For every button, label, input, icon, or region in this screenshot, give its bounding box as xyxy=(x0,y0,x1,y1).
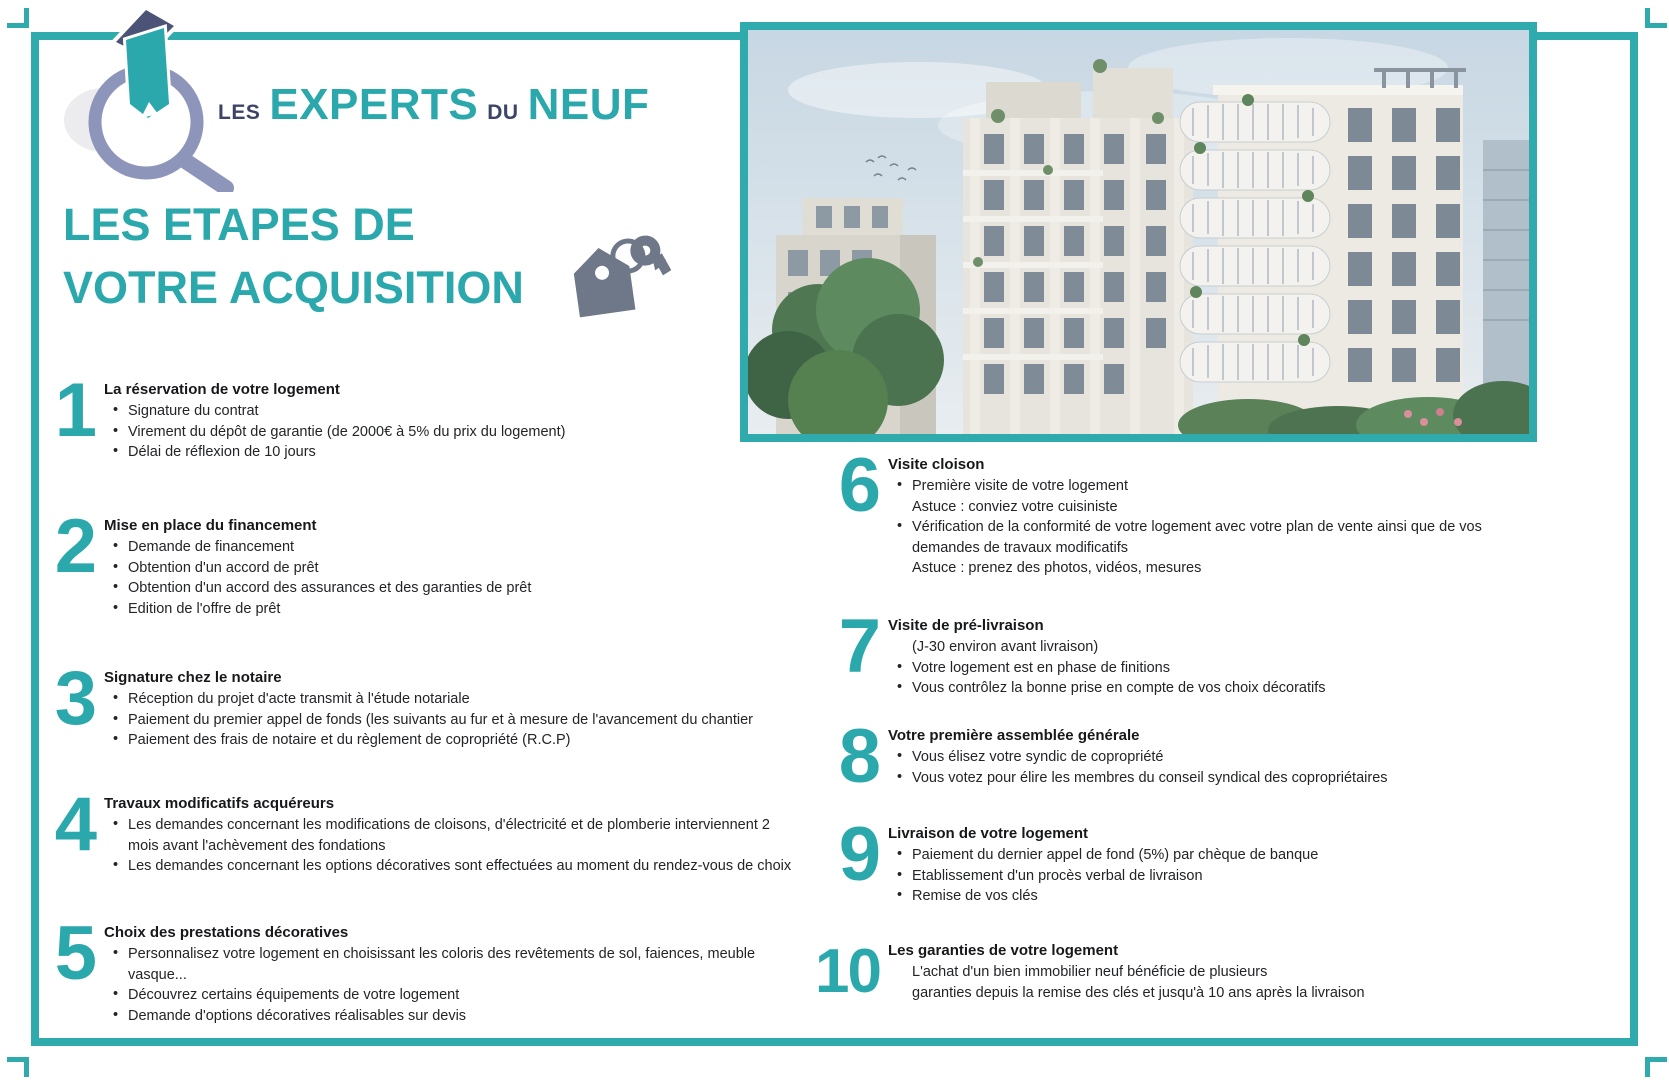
step-bullet-item: • Signature du contrat xyxy=(104,402,818,422)
step-items xyxy=(888,748,1536,788)
step-heading: Visite de pré-livraison xyxy=(888,617,1044,634)
step-bullet-item: • Première visite de votre logement xyxy=(888,477,1536,497)
step-heading: La réservation de votre logement xyxy=(104,381,340,398)
step-bullet-item: • Etablissement d'un procès verbal de livraison xyxy=(888,867,1536,887)
step-bullet-item: • Paiement des frais de notaire et du règlement de copropriété (R.C.P) xyxy=(104,731,818,751)
step-bullet-item: • Personnalisez votre logement en choisissant les coloris des revêtements de sol, faiences, meuble xyxy=(104,945,818,965)
step-bullet-item: • Découvrez certains équipements de votre logement xyxy=(104,986,818,1006)
step-bullet-item: • Vérification de la conformité de votre logement avec votre plan de vente ainsi que de vos xyxy=(888,518,1536,538)
step-items xyxy=(888,477,1536,579)
step-text-line: mois avant l'achèvement des fondations xyxy=(128,837,386,854)
step-bullet-item: • Demande d'options décoratives réalisables sur devis xyxy=(104,1007,818,1027)
brand-word-les: LES xyxy=(218,101,261,124)
step-number: 8 xyxy=(838,714,880,799)
step-bullet-item: • Paiement du dernier appel de fond (5%) par chèque de banque xyxy=(888,846,1536,866)
step-text-line: (J-30 environ avant livraison) xyxy=(912,639,1099,655)
step-number: 5 xyxy=(54,911,96,996)
step-items xyxy=(888,638,1536,699)
brand-word-du: DU xyxy=(487,101,519,124)
new-building-render xyxy=(748,30,1529,434)
step-text-line: L'achat d'un bien immobilier neuf bénéficie de plusieurs xyxy=(912,964,1268,980)
step-bullet-item: • Virement du dépôt de garantie (de 2000€ à 5% du prix du logement) xyxy=(104,423,818,443)
step-bullet-item: • Vous contrôlez la bonne prise en compte de vos choix décoratifs xyxy=(888,679,1536,699)
step-bullet-item: • Paiement du premier appel de fonds (les suivants au fur et à mesure de l'avancement du chantier xyxy=(104,711,818,731)
step-bullet-item: • Remise de vos clés xyxy=(888,887,1536,907)
step-text-line: Astuce : conviez votre cuisiniste xyxy=(912,498,1118,515)
step xyxy=(800,714,1536,799)
step-heading: Travaux modificatifs acquéreurs xyxy=(104,795,335,812)
step-content xyxy=(888,941,1536,1004)
step-bullet-item: • Les demandes concernant les options décoratives sont effectuées au moment du rendez-vous de choix xyxy=(104,857,818,877)
step-number: 1 xyxy=(54,368,96,453)
step-bullet-item: • Vous votez pour élire les membres du conseil syndical des copropriétaires xyxy=(888,769,1536,789)
step-bullet-item: • Réception du projet d'acte transmit à l'étude notariale xyxy=(104,690,818,710)
step-bullet-item: • Vous élisez votre syndic de copropriété xyxy=(888,748,1536,768)
brand-word-experts: EXPERTS xyxy=(269,80,479,129)
step-bullet-item: • Obtention d'un accord des assurances et des garanties de prêt xyxy=(104,579,818,599)
step-content xyxy=(888,824,1536,908)
step xyxy=(800,937,1536,1006)
step-text-line: garanties depuis la remise des clés et jusqu'à 10 ans après la livraison xyxy=(912,984,1365,1001)
step-items xyxy=(888,963,1536,1003)
step-bullet-item: • Obtention d'un accord de prêt xyxy=(104,559,818,579)
step-bullet-item: • Demande de financement xyxy=(104,538,818,558)
building-photo xyxy=(740,22,1537,442)
step-bullet-item: • Délai de réflexion de 10 jours xyxy=(104,443,818,463)
step-text-line: Astuce : prenez des photos, vidéos, mesures xyxy=(912,560,1202,576)
step-items xyxy=(888,846,1536,907)
step-bullet-item: • Edition de l'offre de prêt xyxy=(104,600,818,620)
step-number: 3 xyxy=(54,656,96,741)
step-number: 2 xyxy=(54,504,96,589)
step-number: 10 xyxy=(815,937,880,1006)
step-bullet-item: • Votre logement est en phase de finitions xyxy=(888,659,1536,679)
step-number: 9 xyxy=(838,812,880,897)
step-number: 4 xyxy=(54,782,96,867)
step xyxy=(800,812,1536,908)
step-content xyxy=(888,616,1536,700)
step-heading: Votre première assemblée générale xyxy=(888,727,1140,744)
step-number: 7 xyxy=(838,604,880,689)
brand-word-neuf: NEUF xyxy=(527,80,650,129)
page-title-line1: LES ETAPES DE xyxy=(63,199,415,250)
step xyxy=(800,443,1536,580)
step-bullet-item: • Les demandes concernant les modifications de cloisons, d'électricité et de plomberie interviennent 2 xyxy=(104,816,818,836)
house-keys-icon xyxy=(558,220,673,325)
step-heading: Mise en place du financement xyxy=(104,517,317,534)
step-content xyxy=(888,726,1536,789)
page-title xyxy=(63,193,524,319)
step-heading: Livraison de votre logement xyxy=(888,825,1089,842)
step-heading: Les garanties de votre logement xyxy=(888,942,1119,959)
step-heading: Signature chez le notaire xyxy=(104,669,282,686)
step-text-line: demandes de travaux modificatifs xyxy=(912,539,1128,556)
step xyxy=(800,604,1536,700)
page-title-line2: VOTRE ACQUISITION xyxy=(63,262,524,313)
brand-logo xyxy=(218,80,649,130)
step-content xyxy=(888,455,1536,580)
step-number: 6 xyxy=(838,443,880,528)
step-text-line: vasque... xyxy=(128,966,187,983)
step-heading: Visite cloison xyxy=(888,456,985,473)
step-heading: Choix des prestations décoratives xyxy=(104,924,349,941)
